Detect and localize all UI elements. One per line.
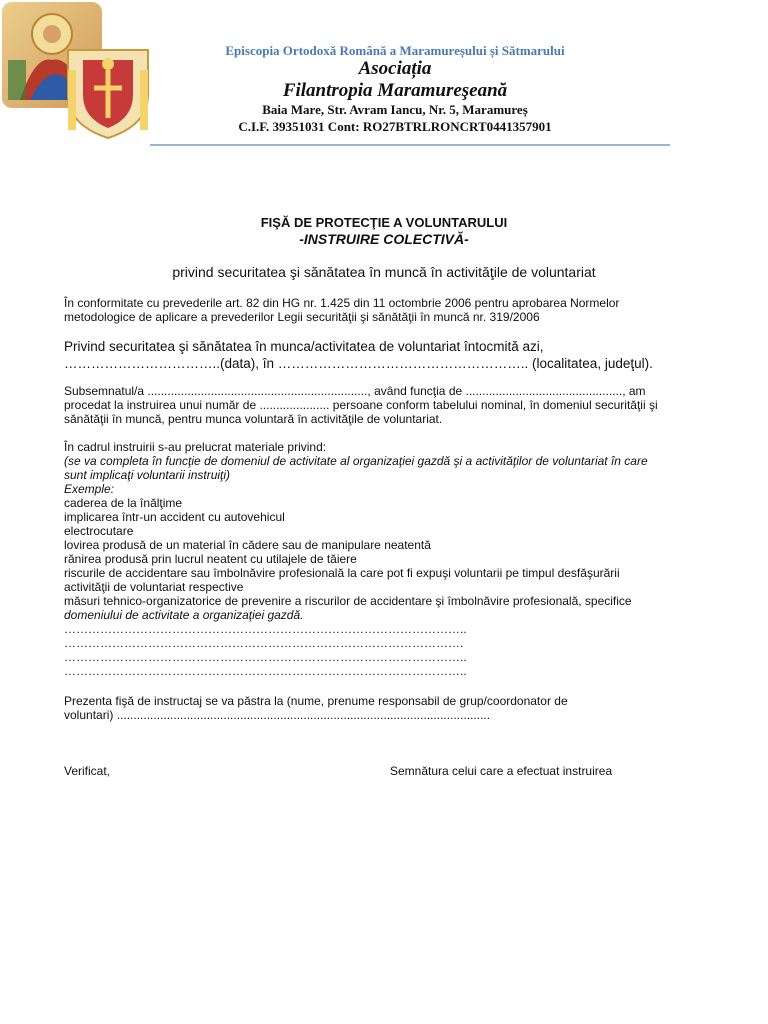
letterhead-address: Baia Mare, Str. Avram Iancu, Nr. 5, Maramureș xyxy=(262,102,528,117)
examples-tail: domeniului de activitate a organizaţiei gazdă. xyxy=(64,608,304,622)
subsemnatul-line: sănătăţii în muncă, pentru munca voluntară în activităţile de voluntariat. xyxy=(64,412,443,426)
materials-note-line: (se va completa în funcţie de domeniul de activitate al organizaţiei gazdă şi a activităţilor de voluntariat în care xyxy=(64,454,648,468)
subsemnatul-line: procedat la instruirea unui număr de ..................... persoane conform tabelului nominal, în domeniul securităţii şi xyxy=(64,398,658,412)
privind-paragraph xyxy=(64,338,714,372)
keep-note xyxy=(64,694,714,722)
materials-note-line: sunt implicaţi voluntarii instruiţi) xyxy=(64,468,231,482)
privind-line: Privind securitatea şi sănătatea în munca/activitatea de voluntariat întocmită azi, xyxy=(64,339,544,354)
example-item: activităţii de voluntariat respective xyxy=(64,580,244,594)
materials-intro: În cadrul instruirii s-au prelucrat materiale privind: xyxy=(64,440,327,454)
document-title: FIŞĂ DE PROTECŢIE A VOLUNTARULUI xyxy=(260,215,508,230)
legal-reference-line: metodologice de aplicare a prevederilor Legii securităţii şi sănătăţii în muncă nr. 319/2006 xyxy=(64,310,540,324)
keep-note-line: voluntari) ................................................................................................................ xyxy=(64,708,491,722)
signature-label: Semnătura celui care a efectuat instruirea xyxy=(390,764,613,778)
verified-label: Verificat, xyxy=(64,764,111,778)
subsemnatul-line: Subsemnatul/a .................................................................., având funcţia de ..............................................., am xyxy=(64,384,646,398)
document-title-sub: -INSTRUIRE COLECTIVĂ- xyxy=(299,231,469,247)
materials-section xyxy=(64,440,714,678)
dotted-line: ………………………………………………………………………………………. xyxy=(64,636,464,650)
keep-note-line: Prezenta fişă de instructaj se va păstra la (nume, prenume responsabil de grup/coordonator de xyxy=(64,694,568,708)
example-item: riscurile de accidentare sau îmbolnăvire profesională la care pot fi expuşi voluntarii pe timpul desfăşurării xyxy=(64,566,620,580)
header-divider xyxy=(150,144,670,146)
example-item: rănirea produsă prin lucrul neatent cu utilajele de tăiere xyxy=(64,552,357,566)
legal-reference xyxy=(64,296,714,324)
example-item: implicarea într-un accident cu autovehicul xyxy=(64,510,285,524)
letterhead-org-line1: Asociația xyxy=(358,58,432,79)
letterhead-org-line2: Filantropia Maramureşeană xyxy=(282,80,508,101)
letterhead-diocese: Episcopia Ortodoxă Română a Maramureșului și Sătmarului xyxy=(225,43,565,58)
dotted-line: ……………………………………………………………………………………….. xyxy=(64,622,467,636)
example-item: lovirea produsă de un material în cădere sau de manipulare neatentă xyxy=(64,538,431,552)
examples-label: Exemple: xyxy=(64,482,115,496)
dotted-line: ……………………………………………………………………………………….. xyxy=(64,664,467,678)
example-item: caderea de la înălţime xyxy=(64,496,183,510)
coat-of-arms-emblem xyxy=(58,40,158,140)
dotted-line: ……………………………………………………………………………………….. xyxy=(64,650,467,664)
example-item: electrocutare xyxy=(64,524,134,538)
letterhead-fiscal: C.I.F. 39351031 Cont: RO27BTRLRONCRT0441357901 xyxy=(238,119,552,134)
legal-reference-line: În conformitate cu prevederile art. 82 din HG nr. 1.425 din 11 octombrie 2006 pentru aprobarea Normelor xyxy=(64,296,620,310)
subsemnatul-paragraph xyxy=(64,384,714,426)
document-subtitle: privind securitatea şi sănătatea în muncă în activităţile de voluntariat xyxy=(172,264,596,280)
privind-line: ……………………………..(data), în ……………………………………………….. (localitatea, judeţul). xyxy=(64,356,653,371)
example-item: măsuri tehnico-organizatorice de prevenire a riscurilor de accidentare şi îmbolnăvire profesională, specifice xyxy=(64,594,632,608)
